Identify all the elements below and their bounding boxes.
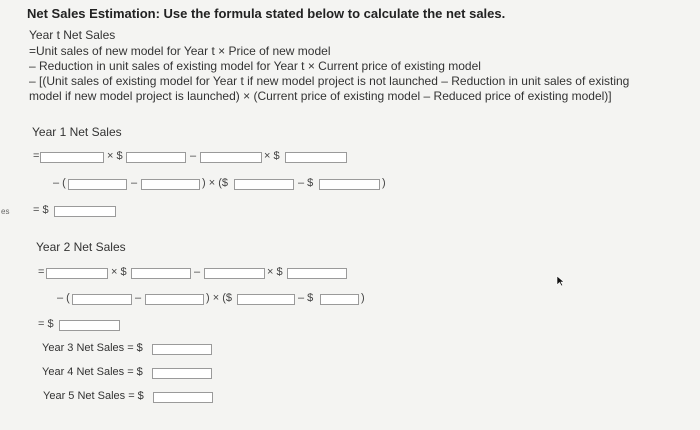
year1-times-dollar-2: × $ <box>264 150 280 162</box>
year2-minus: – <box>194 266 201 278</box>
year2-existing-price-input[interactable] <box>237 294 295 305</box>
year2-times-dollar: × $ <box>111 266 127 278</box>
year2-existing-units-not-launched-input[interactable] <box>72 294 132 305</box>
formula-line-5: model if new model project is launched) × (Current price of existing model – Reduced price of existing model)] <box>29 89 612 103</box>
formula-line-3: – Reduction in unit sales of existing model for Year t × Current price of existing model <box>29 59 481 73</box>
year2-existing-units-reduction-input[interactable] <box>145 294 204 305</box>
year2-new-model-units-input[interactable] <box>46 268 108 279</box>
formula-line-1: Year t Net Sales <box>29 28 116 42</box>
year1-minus-paren: – ( <box>53 177 66 189</box>
year1-reduced-price-input[interactable] <box>319 179 380 190</box>
year5-label: Year 5 Net Sales = $ <box>43 390 144 402</box>
year3-net-sales-input[interactable] <box>152 344 212 355</box>
year4-net-sales-input[interactable] <box>152 368 212 379</box>
year1-eq-dollar: = $ <box>33 204 49 216</box>
year1-label: Year 1 Net Sales <box>32 125 122 139</box>
year1-minus-dollar: – $ <box>298 177 314 189</box>
year2-eq-dollar: = $ <box>38 318 54 330</box>
year2-minus-dollar: – $ <box>298 292 314 304</box>
year2-minus-2: – <box>135 292 142 304</box>
year2-reduction-units-input[interactable] <box>204 268 265 279</box>
year2-eq: = <box>38 266 45 278</box>
year1-eq: = <box>33 150 40 162</box>
formula-line-4: – [(Unit sales of existing model for Year t if new model project is not launched – Reduction in unit sales of existing <box>29 74 630 88</box>
page-title: Net Sales Estimation: Use the formula stated below to calculate the net sales. <box>27 6 506 21</box>
year1-close-paren: ) <box>382 177 386 189</box>
year2-times-dollar-2: × $ <box>267 266 283 278</box>
year1-minus: – <box>190 150 197 162</box>
formula-line-2: =Unit sales of new model for Year t × Price of new model <box>29 44 331 58</box>
year1-reduction-units-input[interactable] <box>200 152 262 163</box>
year1-new-model-price-input[interactable] <box>126 152 186 163</box>
year2-close-paren: ) <box>361 292 365 304</box>
year2-reduced-price-input[interactable] <box>320 294 359 305</box>
edge-label: es <box>1 207 10 216</box>
year1-existing-units-not-launched-input[interactable] <box>68 179 127 190</box>
year1-existing-price-input[interactable] <box>234 179 294 190</box>
year1-times-dollar: × $ <box>107 150 123 162</box>
year1-minus-2: – <box>131 177 138 189</box>
year5-net-sales-input[interactable] <box>153 392 213 403</box>
year4-label: Year 4 Net Sales = $ <box>42 366 143 378</box>
year1-current-price-input[interactable] <box>285 152 347 163</box>
year2-minus-paren: – ( <box>57 292 70 304</box>
year2-current-price-input[interactable] <box>287 268 347 279</box>
year2-close-times-dollar: ) × ($ <box>206 292 232 304</box>
mouse-cursor-icon <box>556 275 565 287</box>
year3-label: Year 3 Net Sales = $ <box>42 342 143 354</box>
year2-net-sales-input[interactable] <box>59 320 120 331</box>
year1-existing-units-reduction-input[interactable] <box>141 179 200 190</box>
year2-new-model-price-input[interactable] <box>131 268 191 279</box>
year1-new-model-units-input[interactable] <box>40 152 104 163</box>
year1-close-times-dollar: ) × ($ <box>202 177 228 189</box>
year2-label: Year 2 Net Sales <box>36 240 126 254</box>
year1-net-sales-input[interactable] <box>54 206 116 217</box>
